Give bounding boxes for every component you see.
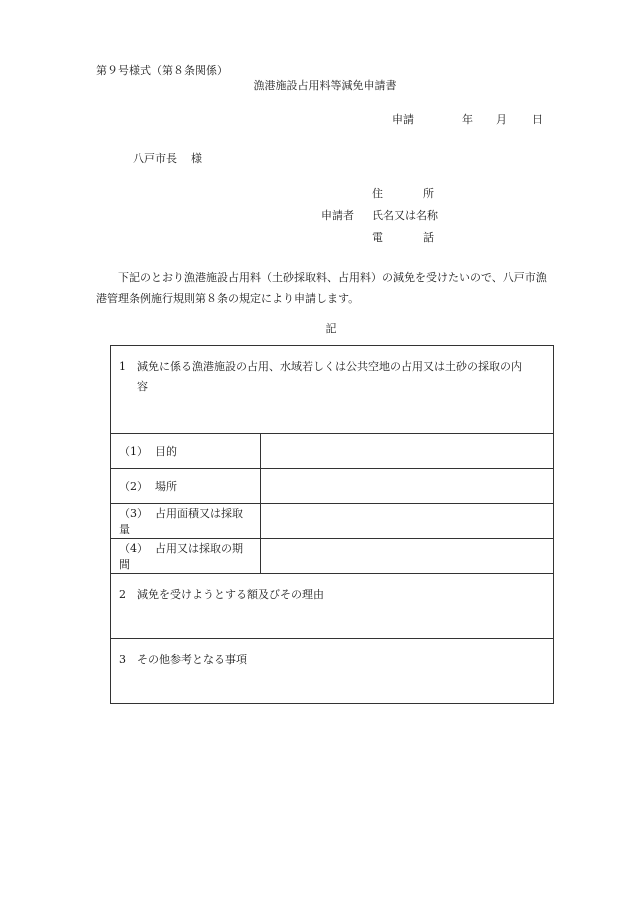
item-label: 占用面積又は採取量: [119, 507, 243, 536]
applicant-phone-label: [372, 232, 434, 243]
item-label-cell: [111, 434, 261, 469]
table-row: [111, 504, 554, 539]
item-label: 場所: [155, 480, 177, 493]
form-number: 第９号様式（第８条関係）: [96, 64, 228, 77]
section-1-text-cont: 容: [137, 380, 148, 393]
section-1-number: 1: [119, 360, 126, 373]
date-month-label: 月: [496, 113, 507, 126]
section-3-cell[interactable]: [111, 639, 554, 704]
section-2-cell[interactable]: [111, 574, 554, 639]
address-char-2: 所: [423, 187, 434, 200]
date-year-label: 年: [462, 113, 473, 126]
date-day-label: 日: [532, 113, 543, 126]
addressee-name: 八戸市長: [133, 152, 177, 165]
item-label: 目的: [155, 445, 177, 458]
item-number: （4）: [119, 542, 148, 555]
applicant-address-label: [372, 188, 434, 199]
item-label: 占用又は採取の期間: [119, 542, 243, 571]
item-location-value[interactable]: [261, 469, 554, 504]
ki-heading: 記: [325, 322, 337, 335]
table-row: [111, 434, 554, 469]
section-3-number: 3: [119, 653, 126, 666]
applicant-name-label: 氏名又は名称: [372, 209, 438, 222]
applicant-label: 申請者: [321, 209, 354, 222]
addressee: [133, 153, 202, 164]
document-title: 漁港施設占用料等減免申請書: [253, 79, 397, 92]
item-number: （2）: [119, 480, 148, 493]
detail-table: [110, 345, 554, 704]
item-purpose-value[interactable]: [261, 434, 554, 469]
section-1-text: 減免に係る漁港施設の占用、水域若しくは公共空地の占用又は土砂の採取の内: [137, 360, 522, 373]
phone-char-1: 電: [372, 231, 383, 244]
table-row: [111, 539, 554, 574]
section-2-text: 減免を受けようとする額及びその理由: [137, 588, 324, 601]
item-number: （1）: [119, 445, 148, 458]
body-text: 下記のとおり漁港施設占用料（土砂採取料、占用料）の減免を受けたいので、八戸市漁港管理条例施行規則第８条の規定により申請します。: [96, 271, 547, 305]
item-area-value[interactable]: [261, 504, 554, 539]
item-label-cell: [111, 504, 261, 539]
section-3-text: その他参考となる事項: [137, 653, 247, 666]
section-1-cell: [111, 346, 554, 434]
date-apply-label: 申請: [392, 113, 414, 126]
phone-char-2: 話: [423, 231, 434, 244]
item-label-cell: [111, 469, 261, 504]
addressee-honorific: 様: [191, 152, 202, 165]
table-row: [111, 469, 554, 504]
section-2-row: [111, 574, 554, 639]
section-3-row: [111, 639, 554, 704]
item-period-value[interactable]: [261, 539, 554, 574]
section-1-row: [111, 346, 554, 434]
item-number: （3）: [119, 507, 148, 520]
section-2-number: 2: [119, 588, 126, 601]
item-label-cell: [111, 539, 261, 574]
address-char-1: 住: [372, 187, 383, 200]
